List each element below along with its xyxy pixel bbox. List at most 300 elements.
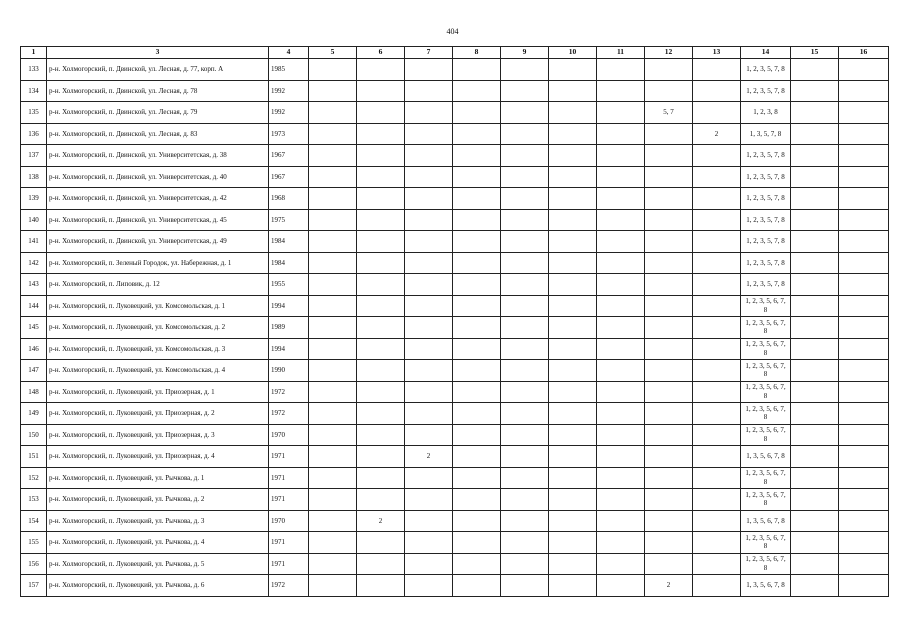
page-number: 404 — [446, 27, 459, 36]
cell-c15 — [791, 274, 839, 296]
cell-c5 — [309, 510, 357, 532]
cell-c9 — [501, 489, 549, 511]
column-header-7: 7 — [405, 47, 453, 59]
cell-c14: 1, 2, 3, 5, 6, 7, 8 — [741, 489, 791, 511]
table-row — [21, 123, 889, 145]
cell-c6 — [357, 446, 405, 468]
cell-c9 — [501, 467, 549, 489]
cell-c7 — [405, 231, 453, 253]
cell-c6 — [357, 553, 405, 575]
cell-addr: р-н. Холмогорский, п. Луковецкий, ул. Рычкова, д. 4 — [47, 532, 269, 554]
cell-c11 — [597, 575, 645, 597]
cell-c14: 1, 2, 3, 5, 6, 7, 8 — [741, 553, 791, 575]
cell-c12 — [645, 166, 693, 188]
cell-c14: 1, 2, 3, 5, 7, 8 — [741, 59, 791, 81]
cell-c16 — [839, 80, 889, 102]
cell-c11 — [597, 446, 645, 468]
cell-addr: р-н. Холмогорский, п. Липовик, д. 12 — [47, 274, 269, 296]
cell-c5 — [309, 59, 357, 81]
cell-c13 — [693, 467, 741, 489]
cell-c8 — [453, 553, 501, 575]
cell-c16 — [839, 575, 889, 597]
cell-addr: р-н. Холмогорский, п. Луковецкий, ул. Рычкова, д. 2 — [47, 489, 269, 511]
cell-c8 — [453, 360, 501, 382]
cell-num: 152 — [21, 467, 47, 489]
cell-c12 — [645, 446, 693, 468]
cell-c15 — [791, 295, 839, 317]
cell-c16 — [839, 166, 889, 188]
cell-c10 — [549, 102, 597, 124]
cell-c13 — [693, 553, 741, 575]
cell-c13 — [693, 166, 741, 188]
cell-num: 135 — [21, 102, 47, 124]
cell-c11 — [597, 510, 645, 532]
cell-c5 — [309, 403, 357, 425]
cell-year: 1984 — [269, 252, 309, 274]
cell-c8 — [453, 424, 501, 446]
cell-c8 — [453, 403, 501, 425]
cell-c16 — [839, 209, 889, 231]
table-row — [21, 209, 889, 231]
cell-c8 — [453, 338, 501, 360]
cell-c9 — [501, 553, 549, 575]
cell-c6 — [357, 403, 405, 425]
cell-c15 — [791, 80, 839, 102]
cell-c5 — [309, 489, 357, 511]
cell-c10 — [549, 360, 597, 382]
cell-c16 — [839, 532, 889, 554]
cell-num: 147 — [21, 360, 47, 382]
cell-c8 — [453, 510, 501, 532]
cell-c12 — [645, 80, 693, 102]
table-row — [21, 317, 889, 339]
cell-c11 — [597, 338, 645, 360]
cell-c8 — [453, 252, 501, 274]
table-header-row — [21, 47, 889, 59]
cell-year: 1992 — [269, 80, 309, 102]
cell-addr: р-н. Холмогорский, п. Луковецкий, ул. Комсомольская, д. 1 — [47, 295, 269, 317]
cell-c6 — [357, 231, 405, 253]
cell-year: 1973 — [269, 123, 309, 145]
cell-c16 — [839, 446, 889, 468]
cell-c13 — [693, 510, 741, 532]
cell-year: 1994 — [269, 295, 309, 317]
cell-c7 — [405, 510, 453, 532]
cell-c13 — [693, 188, 741, 210]
cell-addr: р-н. Холмогорский, п. Луковецкий, ул. Приозерная, д. 2 — [47, 403, 269, 425]
column-header-12: 12 — [645, 47, 693, 59]
cell-c10 — [549, 424, 597, 446]
cell-year: 1972 — [269, 403, 309, 425]
cell-c7 — [405, 274, 453, 296]
cell-c14: 1, 2, 3, 5, 7, 8 — [741, 209, 791, 231]
cell-c12 — [645, 252, 693, 274]
cell-c11 — [597, 295, 645, 317]
cell-c5 — [309, 575, 357, 597]
cell-c9 — [501, 209, 549, 231]
cell-c9 — [501, 338, 549, 360]
cell-c15 — [791, 252, 839, 274]
cell-c14: 1, 2, 3, 5, 6, 7, 8 — [741, 338, 791, 360]
cell-c14: 1, 2, 3, 5, 7, 8 — [741, 145, 791, 167]
cell-year: 1994 — [269, 338, 309, 360]
cell-c14: 1, 3, 5, 6, 7, 8 — [741, 510, 791, 532]
cell-c13 — [693, 317, 741, 339]
cell-c8 — [453, 317, 501, 339]
cell-c14: 1, 2, 3, 5, 6, 7, 8 — [741, 467, 791, 489]
cell-c5 — [309, 381, 357, 403]
cell-c8 — [453, 381, 501, 403]
cell-c8 — [453, 59, 501, 81]
cell-c8 — [453, 489, 501, 511]
cell-year: 1971 — [269, 467, 309, 489]
cell-c15 — [791, 360, 839, 382]
cell-year: 1984 — [269, 231, 309, 253]
cell-num: 145 — [21, 317, 47, 339]
cell-c5 — [309, 360, 357, 382]
cell-c12 — [645, 209, 693, 231]
cell-num: 136 — [21, 123, 47, 145]
table-row — [21, 381, 889, 403]
cell-c7 — [405, 166, 453, 188]
column-header-16: 16 — [839, 47, 889, 59]
cell-c8 — [453, 188, 501, 210]
cell-c6 — [357, 166, 405, 188]
cell-c16 — [839, 360, 889, 382]
cell-year: 1971 — [269, 553, 309, 575]
cell-c13 — [693, 59, 741, 81]
cell-c7 — [405, 360, 453, 382]
cell-c15 — [791, 467, 839, 489]
cell-c7 — [405, 102, 453, 124]
cell-addr: р-н. Холмогорский, п. Двинской, ул. Лесная, д. 77, корп. А — [47, 59, 269, 81]
cell-c13 — [693, 295, 741, 317]
cell-c13 — [693, 446, 741, 468]
cell-num: 141 — [21, 231, 47, 253]
cell-c6 — [357, 360, 405, 382]
cell-c11 — [597, 532, 645, 554]
cell-c10 — [549, 59, 597, 81]
cell-c9 — [501, 381, 549, 403]
cell-c8 — [453, 123, 501, 145]
cell-c12 — [645, 145, 693, 167]
table-row — [21, 532, 889, 554]
cell-c12 — [645, 510, 693, 532]
cell-c7 — [405, 252, 453, 274]
cell-c16 — [839, 403, 889, 425]
cell-c9 — [501, 231, 549, 253]
table-row — [21, 145, 889, 167]
cell-c7 — [405, 59, 453, 81]
cell-c7 — [405, 123, 453, 145]
table-row — [21, 575, 889, 597]
table-row — [21, 338, 889, 360]
cell-c7 — [405, 295, 453, 317]
cell-c13 — [693, 231, 741, 253]
cell-year: 1971 — [269, 489, 309, 511]
cell-num: 143 — [21, 274, 47, 296]
cell-addr: р-н. Холмогорский, п. Двинской, ул. Университетская, д. 38 — [47, 145, 269, 167]
cell-addr: р-н. Холмогорский, п. Двинской, ул. Университетская, д. 42 — [47, 188, 269, 210]
cell-addr: р-н. Холмогорский, п. Зеленый Городок, ул. Набережная, д. 1 — [47, 252, 269, 274]
cell-c10 — [549, 123, 597, 145]
cell-c10 — [549, 145, 597, 167]
cell-num: 133 — [21, 59, 47, 81]
cell-year: 1970 — [269, 510, 309, 532]
table-row — [21, 424, 889, 446]
cell-c9 — [501, 123, 549, 145]
cell-addr: р-н. Холмогорский, п. Луковецкий, ул. Приозерная, д. 1 — [47, 381, 269, 403]
cell-c5 — [309, 145, 357, 167]
cell-num: 155 — [21, 532, 47, 554]
cell-c16 — [839, 317, 889, 339]
column-header-10: 10 — [549, 47, 597, 59]
cell-c9 — [501, 80, 549, 102]
cell-c10 — [549, 403, 597, 425]
cell-c14: 1, 2, 3, 5, 6, 7, 8 — [741, 381, 791, 403]
cell-year: 1990 — [269, 360, 309, 382]
cell-c12 — [645, 188, 693, 210]
column-header-8: 8 — [453, 47, 501, 59]
cell-c10 — [549, 553, 597, 575]
cell-c9 — [501, 166, 549, 188]
cell-c6 — [357, 123, 405, 145]
cell-c6 — [357, 145, 405, 167]
cell-addr: р-н. Холмогорский, п. Луковецкий, ул. Приозерная, д. 3 — [47, 424, 269, 446]
cell-num: 144 — [21, 295, 47, 317]
cell-c11 — [597, 467, 645, 489]
cell-c11 — [597, 188, 645, 210]
cell-c6 — [357, 381, 405, 403]
cell-c9 — [501, 274, 549, 296]
cell-c16 — [839, 381, 889, 403]
cell-c14: 1, 2, 3, 5, 7, 8 — [741, 188, 791, 210]
cell-c16 — [839, 553, 889, 575]
cell-c7 — [405, 80, 453, 102]
cell-c7 — [405, 403, 453, 425]
cell-c7 — [405, 532, 453, 554]
cell-c5 — [309, 252, 357, 274]
cell-c14: 1, 2, 3, 5, 6, 7, 8 — [741, 532, 791, 554]
cell-c5 — [309, 231, 357, 253]
cell-c10 — [549, 252, 597, 274]
cell-c12 — [645, 532, 693, 554]
cell-addr: р-н. Холмогорский, п. Луковецкий, ул. Комсомольская, д. 2 — [47, 317, 269, 339]
cell-c10 — [549, 231, 597, 253]
cell-c13 — [693, 424, 741, 446]
cell-num: 140 — [21, 209, 47, 231]
cell-c14: 1, 2, 3, 5, 6, 7, 8 — [741, 360, 791, 382]
cell-c12 — [645, 424, 693, 446]
cell-addr: р-н. Холмогорский, п. Двинской, ул. Университетская, д. 49 — [47, 231, 269, 253]
column-header-5: 5 — [309, 47, 357, 59]
cell-c10 — [549, 166, 597, 188]
cell-c11 — [597, 252, 645, 274]
cell-c14: 1, 2, 3, 5, 7, 8 — [741, 274, 791, 296]
cell-c11 — [597, 59, 645, 81]
cell-c15 — [791, 381, 839, 403]
cell-c11 — [597, 80, 645, 102]
cell-c11 — [597, 489, 645, 511]
cell-c10 — [549, 188, 597, 210]
cell-c15 — [791, 102, 839, 124]
cell-year: 1989 — [269, 317, 309, 339]
cell-c13 — [693, 209, 741, 231]
column-header-4: 4 — [269, 47, 309, 59]
cell-c16 — [839, 338, 889, 360]
cell-c6 — [357, 252, 405, 274]
cell-c6 — [357, 80, 405, 102]
cell-c11 — [597, 123, 645, 145]
table-row — [21, 80, 889, 102]
cell-c7 — [405, 553, 453, 575]
cell-c14: 1, 2, 3, 8 — [741, 102, 791, 124]
cell-num: 139 — [21, 188, 47, 210]
cell-c12 — [645, 59, 693, 81]
cell-c5 — [309, 532, 357, 554]
cell-c14: 1, 2, 3, 5, 7, 8 — [741, 231, 791, 253]
cell-year: 1972 — [269, 575, 309, 597]
cell-c6 — [357, 295, 405, 317]
cell-c6 — [357, 102, 405, 124]
cell-c7 — [405, 467, 453, 489]
cell-num: 153 — [21, 489, 47, 511]
cell-c13: 2 — [693, 123, 741, 145]
cell-c11 — [597, 209, 645, 231]
cell-c9 — [501, 510, 549, 532]
cell-c5 — [309, 553, 357, 575]
cell-c10 — [549, 532, 597, 554]
cell-c12 — [645, 231, 693, 253]
cell-c13 — [693, 532, 741, 554]
cell-addr: р-н. Холмогорский, п. Луковецкий, ул. Рычкова, д. 1 — [47, 467, 269, 489]
cell-c9 — [501, 575, 549, 597]
cell-c10 — [549, 80, 597, 102]
cell-c8 — [453, 231, 501, 253]
cell-year: 1971 — [269, 446, 309, 468]
cell-c5 — [309, 446, 357, 468]
cell-c13 — [693, 252, 741, 274]
cell-c12 — [645, 317, 693, 339]
cell-c5 — [309, 338, 357, 360]
cell-c5 — [309, 424, 357, 446]
cell-c15 — [791, 209, 839, 231]
cell-c16 — [839, 467, 889, 489]
cell-num: 151 — [21, 446, 47, 468]
cell-c13 — [693, 360, 741, 382]
column-header-9: 9 — [501, 47, 549, 59]
cell-c6 — [357, 59, 405, 81]
cell-c10 — [549, 338, 597, 360]
cell-c15 — [791, 510, 839, 532]
cell-c13 — [693, 274, 741, 296]
cell-c10 — [549, 510, 597, 532]
table-row — [21, 403, 889, 425]
cell-c10 — [549, 317, 597, 339]
cell-c7 — [405, 575, 453, 597]
cell-c14: 1, 2, 3, 5, 6, 7, 8 — [741, 317, 791, 339]
cell-num: 148 — [21, 381, 47, 403]
table-row — [21, 252, 889, 274]
cell-addr: р-н. Холмогорский, п. Луковецкий, ул. Приозерная, д. 4 — [47, 446, 269, 468]
cell-c7 — [405, 338, 453, 360]
cell-c9 — [501, 188, 549, 210]
cell-c14: 1, 2, 3, 5, 6, 7, 8 — [741, 295, 791, 317]
cell-c5 — [309, 123, 357, 145]
cell-num: 156 — [21, 553, 47, 575]
cell-addr: р-н. Холмогорский, п. Луковецкий, ул. Рычкова, д. 5 — [47, 553, 269, 575]
cell-c16 — [839, 102, 889, 124]
cell-c12 — [645, 403, 693, 425]
cell-year: 1972 — [269, 381, 309, 403]
cell-c16 — [839, 274, 889, 296]
cell-c15 — [791, 424, 839, 446]
cell-c10 — [549, 467, 597, 489]
cell-c9 — [501, 532, 549, 554]
cell-c9 — [501, 252, 549, 274]
cell-c16 — [839, 424, 889, 446]
cell-num: 157 — [21, 575, 47, 597]
cell-c14: 1, 3, 5, 7, 8 — [741, 123, 791, 145]
column-header-14: 14 — [741, 47, 791, 59]
cell-c12 — [645, 381, 693, 403]
cell-c5 — [309, 209, 357, 231]
cell-c6 — [357, 467, 405, 489]
cell-c12 — [645, 553, 693, 575]
cell-addr: р-н. Холмогорский, п. Двинской, ул. Лесная, д. 83 — [47, 123, 269, 145]
cell-c11 — [597, 231, 645, 253]
cell-c5 — [309, 80, 357, 102]
cell-c13 — [693, 381, 741, 403]
cell-addr: р-н. Холмогорский, п. Двинской, ул. Университетская, д. 45 — [47, 209, 269, 231]
cell-c8 — [453, 575, 501, 597]
cell-c16 — [839, 123, 889, 145]
cell-c11 — [597, 145, 645, 167]
cell-c5 — [309, 102, 357, 124]
cell-c12 — [645, 489, 693, 511]
cell-c11 — [597, 424, 645, 446]
cell-c11 — [597, 360, 645, 382]
column-header-13: 13 — [693, 47, 741, 59]
cell-c14: 1, 2, 3, 5, 7, 8 — [741, 80, 791, 102]
cell-c15 — [791, 532, 839, 554]
cell-addr: р-н. Холмогорский, п. Луковецкий, ул. Комсомольская, д. 4 — [47, 360, 269, 382]
cell-year: 1967 — [269, 145, 309, 167]
cell-c5 — [309, 317, 357, 339]
cell-c6 — [357, 338, 405, 360]
cell-c12 — [645, 467, 693, 489]
cell-c13 — [693, 145, 741, 167]
housing-register-table — [20, 46, 889, 597]
table-row — [21, 467, 889, 489]
cell-c16 — [839, 489, 889, 511]
cell-c12: 2 — [645, 575, 693, 597]
cell-c14: 1, 2, 3, 5, 7, 8 — [741, 252, 791, 274]
cell-c10 — [549, 381, 597, 403]
cell-c16 — [839, 252, 889, 274]
cell-c12 — [645, 338, 693, 360]
cell-c8 — [453, 80, 501, 102]
table-row — [21, 553, 889, 575]
cell-c7 — [405, 145, 453, 167]
cell-num: 149 — [21, 403, 47, 425]
cell-year: 1985 — [269, 59, 309, 81]
table-row — [21, 166, 889, 188]
cell-c5 — [309, 188, 357, 210]
cell-c6 — [357, 274, 405, 296]
cell-c8 — [453, 295, 501, 317]
cell-c10 — [549, 295, 597, 317]
